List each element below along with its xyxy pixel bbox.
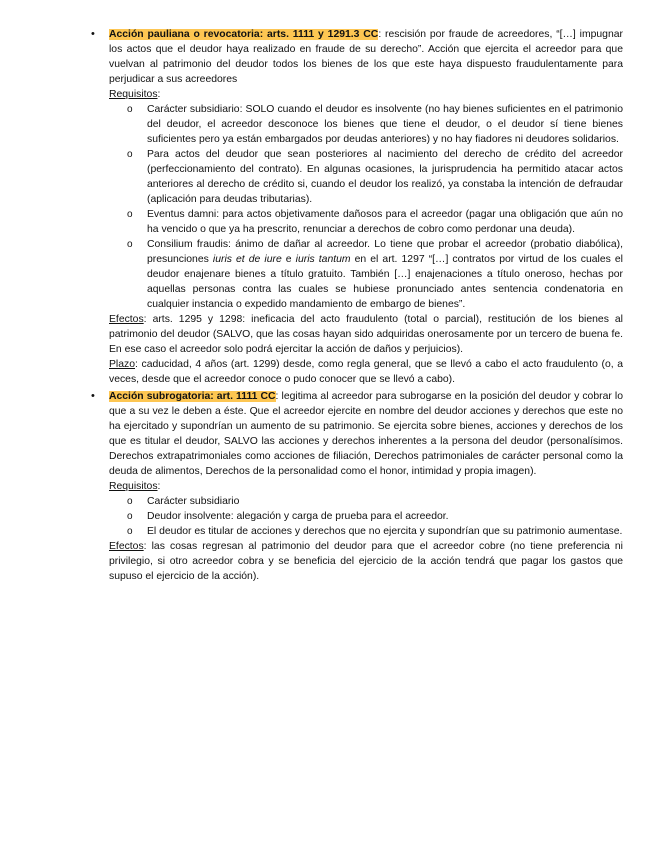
requirements-label: Requisitos bbox=[109, 481, 158, 492]
list-item bbox=[127, 494, 623, 509]
text-span: Consilium fraudis: ánimo de dañar al acreedor. Lo tiene que probar el acreedor (probatio diabólica), presunciones bbox=[147, 239, 623, 265]
list-item bbox=[127, 147, 623, 207]
circle-bullet-icon: o bbox=[127, 209, 133, 220]
italic-text: iuris et de iure bbox=[212, 254, 282, 265]
term-text: : caducidad, 4 años (art. 1299) desde, como regla general, que se llevó a cabo el acto fraudulento (o, a veces, desde que el acreedor conoce o pudo conocer que se llevó a cabo). bbox=[109, 359, 623, 385]
requirement-text: Deudor insolvente: alegación y carga de prueba para el acreedor. bbox=[147, 511, 449, 522]
requirement-text: Carácter subsidiario: SOLO cuando el deudor es insolvente (no hay bienes suficientes en el patrimonio del deudor, el acreedor desconoce los bienes que tiene el deudor, o el deudor sí tiene bienes suficientes pero ya están embargados por deudas anteriores) y no hay fiadores ni deudores solidarios. bbox=[147, 104, 623, 145]
term-paragraph bbox=[109, 357, 623, 387]
requirements-list bbox=[109, 102, 623, 312]
paragraph-intro bbox=[109, 389, 623, 479]
list-item bbox=[127, 207, 623, 237]
requirement-text: Eventus damni: para actos objetivamente dañosos para el acreedor (pagar una obligación que aún no ha vencido o que ya ha prescrito, renunciar a derechos de cobro como perdonar una deuda). bbox=[147, 209, 623, 235]
highlighted-title: Acción subrogatoria: art. 1111 CC bbox=[109, 391, 276, 402]
list-item bbox=[127, 524, 623, 539]
list-item bbox=[127, 102, 623, 147]
list-item bbox=[127, 237, 623, 312]
requirements-heading: Requisitos: bbox=[109, 89, 161, 100]
effects-paragraph bbox=[109, 312, 623, 357]
highlighted-title: Acción pauliana o revocatoria: arts. 1111 y 1291.3 CC bbox=[109, 29, 379, 40]
list-item-accion-subrogatoria bbox=[91, 389, 623, 584]
circle-bullet-icon: o bbox=[127, 496, 133, 507]
intro-text: : rescisión por fraude de acreedores, “[…] impugnar los actos que el deudor haya realizado en fraude de su derecho”. Acción que ejercita el acreedor para que vuelvan al patrimonio del deudor todos los bienes de los que este haya dispuesto fraudulentamente para perjudicar a sus acreedores bbox=[109, 29, 623, 85]
circle-bullet-icon: o bbox=[127, 526, 133, 537]
paragraph-intro bbox=[109, 27, 623, 87]
requirements-list bbox=[109, 494, 623, 539]
effects-label: Efectos bbox=[109, 541, 144, 552]
italic-text: iuris tantum bbox=[295, 254, 351, 265]
effects-text: : arts. 1295 y 1298: ineficacia del acto fraudulento (total o parcial), restitución de los bienes al patrimonio del deudor (SALVO, que las cosas hayan sido adquiridas onerosamente por un tercero de buena fe. En ese caso el acreedor solo podrá ejercitar la acción de daños y perjuicios). bbox=[109, 314, 623, 355]
bullet-icon: • bbox=[91, 390, 95, 402]
term-label: Plazo bbox=[109, 359, 135, 370]
requirement-text: Carácter subsidiario bbox=[147, 496, 240, 507]
effects-paragraph bbox=[109, 539, 623, 584]
effects-text: : las cosas regresan al patrimonio del deudor para que el acreedor cobre (no tiene preferencia ni privilegio, si otro acreedor cobra y se beneficia del ejercicio de la acción tendrá que pagar los gastos que supuso el ejercicio de la acción). bbox=[109, 541, 623, 582]
requirements-heading: Requisitos: bbox=[109, 481, 161, 492]
circle-bullet-icon: o bbox=[127, 104, 133, 115]
circle-bullet-icon: o bbox=[127, 149, 133, 160]
requirement-text: Para actos del deudor que sean posteriores al nacimiento del derecho de crédito del acreedor (perfeccionamiento del contrato). En algunas ocasiones, la jurisprudencia ha permitido atacar actos anteriores al derecho de crédito si, cuando el deudor los realizó, ya constaba la intención de defraudar (aplicación para deudas tributarias). bbox=[147, 149, 623, 205]
intro-text: : legitima al acreedor para subrogarse en la posición del deudor y cobrar lo que a su vez le deben a éste. Que el acreedor ejercite en nombre del deudor acciones y derechos que este no ha ejercitado y supondrían un aumento de su patrimonio. Se ejercita sobre bienes, acciones y derechos de los que es titular el deudor, SALVO las acciones y derechos inherentes a la persona del deudor (personalísimos. Derechos extrapatrimoniales como acciones de filiación, Derechos patrimoniales de carácter personal como la deuda de alimentos, Derechos de la personalidad como el honor, intimidad y propia imagen). bbox=[109, 391, 623, 477]
text-span: en el art. 1297 “[…] contratos por virtud de los cuales el deudor enajenare bienes a título gratuito. También […] enajenaciones a título oneroso, hechas por aquellas personas contra las cuales se hubiese pronunciado antes sentencia condenatoria en cualquier instancia o expedido mandamiento de embargo de bienes”. bbox=[147, 254, 623, 310]
list-item-accion-pauliana bbox=[91, 27, 623, 387]
requirement-text bbox=[147, 237, 623, 312]
circle-bullet-icon: o bbox=[127, 239, 133, 250]
text-span: e bbox=[281, 254, 296, 265]
effects-label: Efectos bbox=[109, 314, 144, 325]
circle-bullet-icon: o bbox=[127, 511, 133, 522]
bullet-icon: • bbox=[91, 28, 95, 40]
requirement-text: El deudor es titular de acciones y derechos que no ejercita y supondrían que su patrimonio aumentase. bbox=[147, 526, 623, 537]
requirements-label: Requisitos bbox=[109, 89, 158, 100]
list-item bbox=[127, 509, 623, 524]
document-body bbox=[91, 27, 623, 586]
